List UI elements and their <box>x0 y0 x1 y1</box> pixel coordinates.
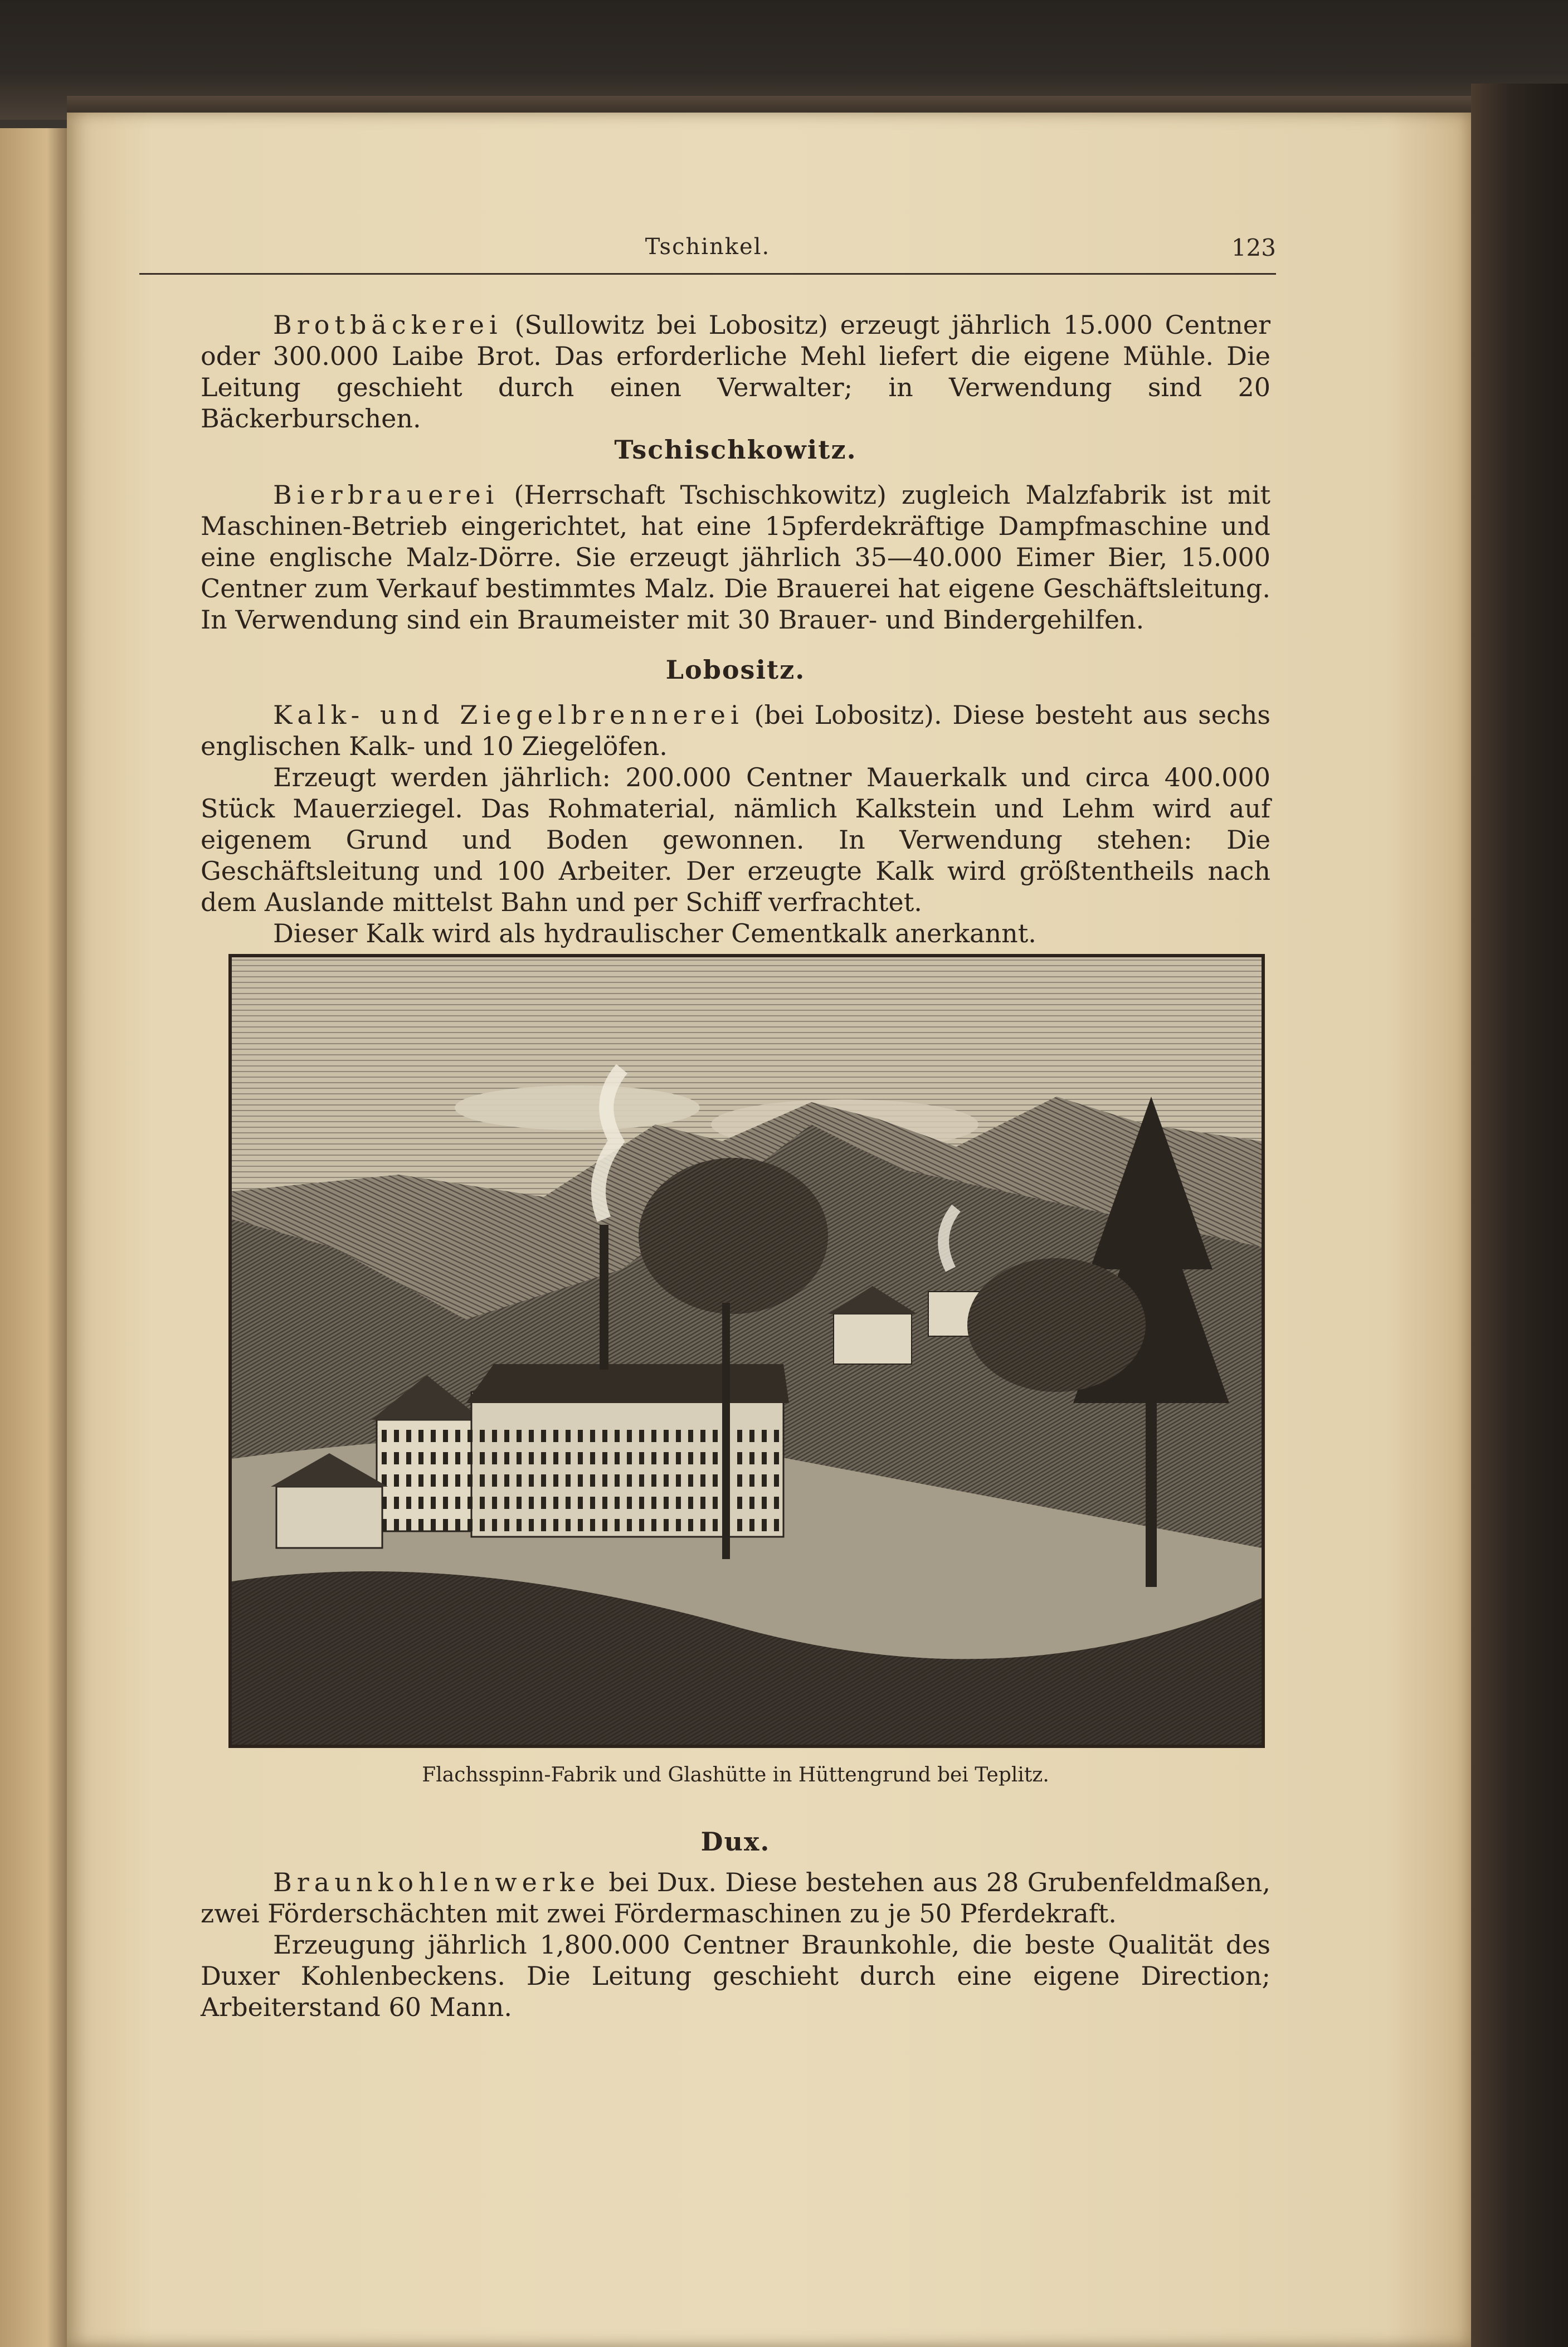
factory-landscape-engraving <box>232 957 1262 1745</box>
paragraph-production: Erzeugt werden jährlich: 200.000 Centner Mauerkalk und circa 400.000 Stück Mauerziegel. Das Rohmaterial, nämlich Kalkstein und Lehm wird auf eigenem Grund und Boden gewonnen. In Verwendung stehen: Die Geschäftsleitung und 100 Arbeiter. Der erzeugte Kalk wird größtentheils nach dem Auslande mittelst Bahn und per Schiff verfrachtet. <box>201 762 1270 917</box>
running-title: Tschinkel. <box>645 234 771 260</box>
left-page-edge <box>0 128 67 2347</box>
keyword-braunkohlenwerke: Braunkohlenwerke <box>273 1867 600 1897</box>
paragraph-text: (bei Lobositz). Diese besteht aus sechs englischen Kalk- und 10 Ziegelöfen. <box>201 700 1270 761</box>
paragraphs-dux <box>201 1867 1270 2023</box>
paragraphs-lobositz <box>201 699 1270 949</box>
paragraph-text: bei Dux. Diese bestehen aus 28 Grubenfeldmaßen, zwei Förderschächten mit zwei Fördermaschinen zu je 50 Pferdekraft. <box>201 1867 1270 1929</box>
illustration-caption: Flachsspinn-Fabrik und Glashütte in Hüttengrund bei Teplitz. <box>422 1764 1049 1786</box>
section-title-dux: Dux. <box>700 1827 771 1857</box>
engraving-illustration <box>228 954 1265 1748</box>
section-title-lobositz: Lobositz. <box>665 655 806 685</box>
paragraph-cement: Dieser Kalk wird als hydraulischer Cementkalk anerkannt. <box>273 918 1036 948</box>
paragraph-erzeugung: Erzeugung jährlich 1,800.000 Centner Braunkohle, die beste Qualität des Duxer Kohlenbeckens. Die Leitung geschieht durch eine eigene Direction; Arbeiterstand 60 Mann. <box>201 1930 1270 2022</box>
keyword-bierbrauerei: Bierbrauerei <box>273 480 499 510</box>
keyword-brotbaeckerei: Brotbäckerei <box>273 310 503 340</box>
paragraph-bierbrauerei <box>201 479 1270 635</box>
section-title-tschischkowitz: Tschischkowitz. <box>614 435 857 465</box>
paragraph-brotbaeckerei <box>201 309 1270 434</box>
book-cover-right <box>1471 84 1568 2347</box>
paragraph-text: (Sullowitz bei Lobositz) erzeugt jährlich 15.000 Centner oder 300.000 Laibe Brot. Das erforderliche Mehl liefert die eigene Mühle. Die Leitung geschieht durch einen Verwalter; in Verwendung sind 20 Bäckerburschen. <box>201 310 1270 434</box>
page-number: 123 <box>1231 234 1276 261</box>
page-header <box>139 234 1276 275</box>
paragraph-text: (Herrschaft Tschischkowitz) zugleich Malzfabrik ist mit Maschinen-Betrieb eingerichtet, hat eine 15pferdekräftige Dampfmaschine und eine englische Malz-Dörre. Sie erzeugt jährlich 35—40.000 Eimer Bier, 15.000 Centner zum Verkauf bestimmtes Malz. Die Brauerei hat eigene Geschäftsleitung. In Verwendung sind ein Braumeister mit 30 Brauer- und Bindergehilfen. <box>201 480 1270 635</box>
keyword-kalkbrennerei: Kalk- und Ziegelbrennerei <box>273 700 744 730</box>
binding-tape <box>67 96 1471 113</box>
